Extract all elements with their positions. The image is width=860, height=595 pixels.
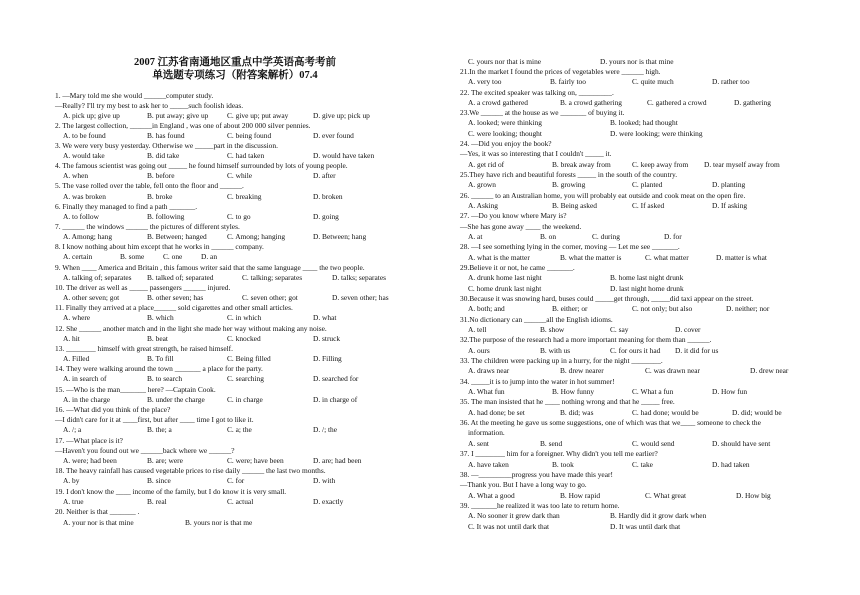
answer-option: C. in charge — [227, 395, 263, 404]
answer-option: A. talking of; separates — [63, 273, 132, 282]
question-line: 28. —I see something lying in the corner, moving — Let me see _______. — [460, 242, 680, 251]
answer-option: B. break away from — [552, 160, 611, 169]
question-line: 7. ______ the windows ______ the pictures of different styles. — [55, 222, 240, 231]
answer-option: B. other seven; has — [147, 293, 204, 302]
question-line: 15. —Who is the man_______ here? —Captain Cook. — [55, 385, 216, 394]
question-line: 36. At the meeting he gave us some suggestions, one of which was that we____ someone to check the — [460, 418, 761, 427]
answer-option: A. would take — [63, 151, 105, 160]
answer-option: B. following — [147, 212, 185, 221]
answer-option: D. with — [313, 476, 336, 485]
page-title-line2: 单选题专项练习（附答案解析）07.4 — [152, 70, 318, 81]
answer-option: B. to search — [147, 374, 183, 383]
answer-option: D. drew near — [750, 366, 789, 375]
answer-option: A. No sooner it grew dark than — [468, 511, 560, 520]
question-line: 6. Finally they managed to find a path _______. — [55, 202, 198, 211]
answer-option: C. give up; put away — [227, 111, 289, 120]
answer-option: C. knocked — [227, 334, 261, 343]
answer-option: C. keep away from — [632, 160, 689, 169]
question-line: 10. The driver as well as _____ passengers ______ injured. — [55, 283, 231, 292]
answer-option: B. growing — [552, 180, 586, 189]
question-line: 17. —What place is it? — [55, 436, 123, 445]
answer-option: D. an — [201, 252, 218, 261]
answer-option: A. when — [63, 171, 89, 180]
answer-option: B. what the matter is — [560, 253, 622, 262]
question-line: 14. They were walking around the town _______ a place for the party. — [55, 364, 263, 373]
answer-option: D. after — [313, 171, 336, 180]
answer-option: B. put away; give up — [147, 111, 209, 120]
answer-option: B. some — [120, 252, 145, 261]
question-line: 31.No dictionary can ______all the English idioms. — [460, 315, 613, 324]
answer-option: A. to be found — [63, 131, 106, 140]
answer-option: D. are; had been — [313, 456, 362, 465]
answer-option: D. tear myself away from — [704, 160, 780, 169]
answer-option: A. hit — [63, 334, 80, 343]
answer-option: A. tell — [468, 325, 487, 334]
answer-option: D. /; the — [313, 425, 338, 434]
answer-option: C. were looking; thought — [468, 129, 542, 138]
question-line: 25.They have rich and beautiful forests _____ in the south of the country. — [460, 170, 678, 179]
answer-option: A. grown — [468, 180, 496, 189]
question-line: 37. I ________ him for a foreigner. Why didn't you tell me earlier? — [460, 449, 658, 458]
answer-option: B. which — [147, 313, 174, 322]
question-line: 26. ______ to an Australian home, you will probably eat outside and cook meat on the open fire. — [460, 191, 746, 200]
answer-option: D. How fun — [712, 387, 748, 396]
question-line: 39. _______he realized it was too late to return home. — [460, 501, 620, 510]
answer-option: B. on — [540, 232, 557, 241]
answer-option: C. What a fun — [632, 387, 674, 396]
answer-option: C. were; have been — [227, 456, 284, 465]
answer-option: B. talked of; separated — [147, 273, 214, 282]
answer-option: C. had done; would be — [632, 408, 699, 417]
answer-option: C. one — [163, 252, 183, 261]
answer-option: A. at — [468, 232, 483, 241]
answer-option: B. Hardly did it grow dark when — [610, 511, 707, 520]
answer-option: B. real — [147, 497, 167, 506]
answer-option: A. in search of — [63, 374, 107, 383]
answer-option: B. has found — [147, 131, 185, 140]
answer-option: C. What great — [645, 491, 687, 500]
answer-option: C. searching — [227, 374, 264, 383]
answer-option: D. How big — [736, 491, 771, 500]
answer-option: C. say — [610, 325, 629, 334]
answer-option: D. would have taken — [313, 151, 375, 160]
answer-option: D. neither; nor — [726, 304, 770, 313]
answer-option: C. while — [227, 171, 253, 180]
page-title-line1: 2007 江苏省南通地区重点中学英语高考考前 — [133, 57, 337, 68]
answer-option: B. home last night drunk — [610, 273, 684, 282]
question-line: 2. The largest collection, ______in England , was one of about 200 000 silver pennies. — [55, 121, 311, 130]
question-line: —She has gone away ____ the weekend. — [460, 222, 582, 231]
question-line: 1. —Mary told me she would ______computer study. — [55, 91, 214, 100]
answer-option: A. your nor is that mine — [63, 518, 134, 527]
answer-option: C. actual — [227, 497, 254, 506]
answer-option: D. had taken — [712, 460, 750, 469]
question-line: 33. The children were packing up in a hurry, for the night ________. — [460, 356, 663, 365]
answer-option: C. a; the — [227, 425, 252, 434]
answer-option: A. Asking — [468, 201, 498, 210]
answer-option: C. If asked — [632, 201, 665, 210]
question-line: 8. I know nothing about him except that he works in ______ company. — [55, 242, 264, 251]
answer-option: A. in the charge — [63, 395, 111, 404]
answer-option: B. fairly too — [550, 77, 586, 86]
answer-option: D. seven other; has — [332, 293, 389, 302]
answer-option: A. Among; hang — [63, 232, 113, 241]
answer-option: D. talks; separates — [332, 273, 386, 282]
answer-option: B. Being asked — [552, 201, 597, 210]
answer-option: A. sent — [468, 439, 489, 448]
answer-option: D. gathering — [734, 98, 771, 107]
answer-option: C. during — [592, 232, 620, 241]
question-line: 12. She ______ another match and in the light she made her way without making any noise. — [55, 324, 327, 333]
answer-option: C. for ours it had — [610, 346, 661, 355]
question-line: 27. —Do you know where Mary is? — [460, 211, 567, 220]
answer-option: C. being found — [227, 131, 272, 140]
answer-option: D. planting — [712, 180, 746, 189]
answer-option: B. did; was — [560, 408, 594, 417]
answer-option: D. it did for us — [675, 346, 719, 355]
question-line: 22. The excited speaker was talking on, _________. — [460, 88, 614, 97]
answer-option: C. would send — [632, 439, 675, 448]
answer-option: D. yours nor is that mine — [600, 57, 674, 66]
answer-option: B. show — [540, 325, 565, 334]
answer-option: A. have taken — [468, 460, 509, 469]
answer-option: A. what is the matter — [468, 253, 530, 262]
answer-option: A. ours — [468, 346, 490, 355]
answer-option: D. ever found — [313, 131, 354, 140]
answer-option: A. were; had been — [63, 456, 117, 465]
answer-option: C. to go — [227, 212, 251, 221]
question-line: 4. The famous scientist was going out _____ he found himself surrounded by lots of young people. — [55, 161, 348, 170]
answer-option: D. If asking — [712, 201, 748, 210]
question-line: 16. —What did you think of the place? — [55, 405, 171, 414]
answer-option: B. the; a — [147, 425, 172, 434]
question-line: —I didn't care for it at ____first, but after ____ time I got to like it. — [55, 415, 254, 424]
answer-option: C. breaking — [227, 192, 262, 201]
question-line: —Haven't you found out we ______back where we ______? — [55, 446, 235, 455]
question-line: 19. I don't know the ____ income of the family, but I do know it is very small. — [55, 487, 287, 496]
answer-option: D. struck — [313, 334, 341, 343]
question-line: —Really? I'll try my best to ask her to _____such foolish ideas. — [55, 101, 244, 110]
answer-option: D. give up; pick up — [313, 111, 370, 120]
answer-option: D. rather too — [712, 77, 750, 86]
answer-option: D. cover — [675, 325, 701, 334]
title-block — [70, 56, 400, 82]
answer-option: C. talking; separates — [242, 273, 303, 282]
answer-option: D. for — [664, 232, 682, 241]
answer-option: B. are; were — [147, 456, 183, 465]
answer-option: A. certain — [63, 252, 93, 261]
question-line: 29.Believe it or not, he came _______. — [460, 263, 575, 272]
answer-option: B. send — [540, 439, 563, 448]
answer-option: D. should have sent — [712, 439, 771, 448]
question-line: 38. —_________progress you have made this year! — [460, 470, 613, 479]
answer-option: C. in which — [227, 313, 262, 322]
answer-option: D. were looking; were thinking — [610, 129, 703, 138]
answer-option: B. with us — [540, 346, 571, 355]
answer-option: D. in charge of — [313, 395, 358, 404]
answer-option: A. by — [63, 476, 80, 485]
answer-option: B. a crowd gathering — [560, 98, 622, 107]
question-line: —Thank you. But I have a long way to go. — [460, 480, 587, 489]
answer-option: B. before — [147, 171, 175, 180]
answer-option: A. What a good — [468, 491, 515, 500]
answer-option: C. yours nor that is mine — [468, 57, 542, 66]
answer-option: A. true — [63, 497, 84, 506]
answer-option: C. It was not until dark that — [468, 522, 550, 531]
answer-option: D. Filling — [313, 354, 342, 363]
answer-option: D. did; would be — [732, 408, 782, 417]
answer-option: A. very too — [468, 77, 502, 86]
answer-option: A. both; and — [468, 304, 505, 313]
answer-option: A. draws near — [468, 366, 510, 375]
answer-option: C. seven other; got — [242, 293, 298, 302]
answer-option: A. looked; were thinking — [468, 118, 542, 127]
answer-option: B. drew nearer — [560, 366, 604, 375]
answer-option: A. other seven; got — [63, 293, 120, 302]
answer-option: A. What fun — [468, 387, 505, 396]
answer-option: C. home drunk last night — [468, 284, 542, 293]
answer-option: B. How rapid — [560, 491, 601, 500]
answer-option: C. gathered a crowd — [647, 98, 707, 107]
question-line: 35. The man insisted that he ____ nothing wrong and that he _____ free. — [460, 397, 675, 406]
answer-option: B. Between; hanged — [147, 232, 207, 241]
answer-option: B. How funny — [552, 387, 595, 396]
answer-option: B. did take — [147, 151, 180, 160]
answer-option: A. /; a — [63, 425, 82, 434]
answer-option: A. get rid of — [468, 160, 505, 169]
answer-option: B. took — [552, 460, 574, 469]
answer-option: C. had taken — [227, 151, 265, 160]
answer-option: B. broke — [147, 192, 173, 201]
answer-option: B. either; or — [552, 304, 588, 313]
question-line: 5. The vase rolled over the table, fell onto the floor and ______. — [55, 181, 244, 190]
question-line: 23.We ______ at the house as we _______ of buying it. — [460, 108, 625, 117]
answer-option: D. matter is what — [716, 253, 767, 262]
answer-option: C. what matter — [645, 253, 689, 262]
answer-option: D. broken — [313, 192, 343, 201]
answer-option: A. a crowd gathered — [468, 98, 528, 107]
answer-option: B. looked; had thought — [610, 118, 678, 127]
answer-option: A. drunk home last night — [468, 273, 542, 282]
answer-option: C. Among; hanging — [227, 232, 286, 241]
question-line: —Yes, it was so interesting that I couldn't _____ it. — [460, 149, 612, 158]
question-line: information. — [468, 428, 505, 437]
question-line: 30.Because it was snowing hard, buses could _____get through, _____did taxi appear on the street. — [460, 294, 754, 303]
question-line: 34. _____it is to jump into the water in hot summer! — [460, 377, 615, 386]
answer-option: A. pick up; give up — [63, 111, 120, 120]
answer-option: D. going — [313, 212, 339, 221]
answer-option: A. where — [63, 313, 91, 322]
answer-option: C. quite much — [632, 77, 674, 86]
answer-option: B. beat — [147, 334, 168, 343]
answer-option: B. since — [147, 476, 171, 485]
answer-option: D. It was until dark that — [610, 522, 681, 531]
question-line: 11. Finally they arrived at a place______ sold cigarettes and other small articles. — [55, 303, 293, 312]
answer-option: C. planted — [632, 180, 663, 189]
question-line: 9. When ____ America and Britain , this famous writer said that the same language ____ the two people. — [55, 263, 365, 272]
answer-option: B. yours nor is that me — [185, 518, 253, 527]
answer-option: B. under the charge — [147, 395, 205, 404]
answer-option: C. was drawn near — [645, 366, 701, 375]
question-line: 21.In the market I found the prices of vegetables were ______ high. — [460, 67, 661, 76]
answer-option: D. what — [313, 313, 337, 322]
answer-option: D. Between; hang — [313, 232, 367, 241]
answer-option: A. Filled — [63, 354, 90, 363]
answer-option: A. to follow — [63, 212, 99, 221]
answer-option: C. take — [632, 460, 653, 469]
answer-option: B. To fill — [147, 354, 174, 363]
question-line: 20. Neither is that _______ . — [55, 507, 140, 516]
answer-option: C. not only; but also — [632, 304, 693, 313]
question-line: 13. ________ himself with great strength, he raised himself. — [55, 344, 233, 353]
answer-option: D. last night home drunk — [610, 284, 684, 293]
answer-option: A. was broken — [63, 192, 106, 201]
answer-option: C. for — [227, 476, 245, 485]
question-line: 24. —Did you enjoy the book? — [460, 139, 552, 148]
answer-option: C. Being filled — [227, 354, 271, 363]
question-line: 3. We were very busy yesterday. Otherwise we _____part in the discussion. — [55, 141, 278, 150]
question-line: 18. The heavy rainfall has caused vegetable prices to rise daily ______ the last two months. — [55, 466, 326, 475]
answer-option: A. had done; be set — [468, 408, 525, 417]
answer-option: D. exactly — [313, 497, 344, 506]
answer-option: D. searched for — [313, 374, 359, 383]
question-line: 32.The purpose of the research had a more important meaning for them than ______. — [460, 335, 712, 344]
